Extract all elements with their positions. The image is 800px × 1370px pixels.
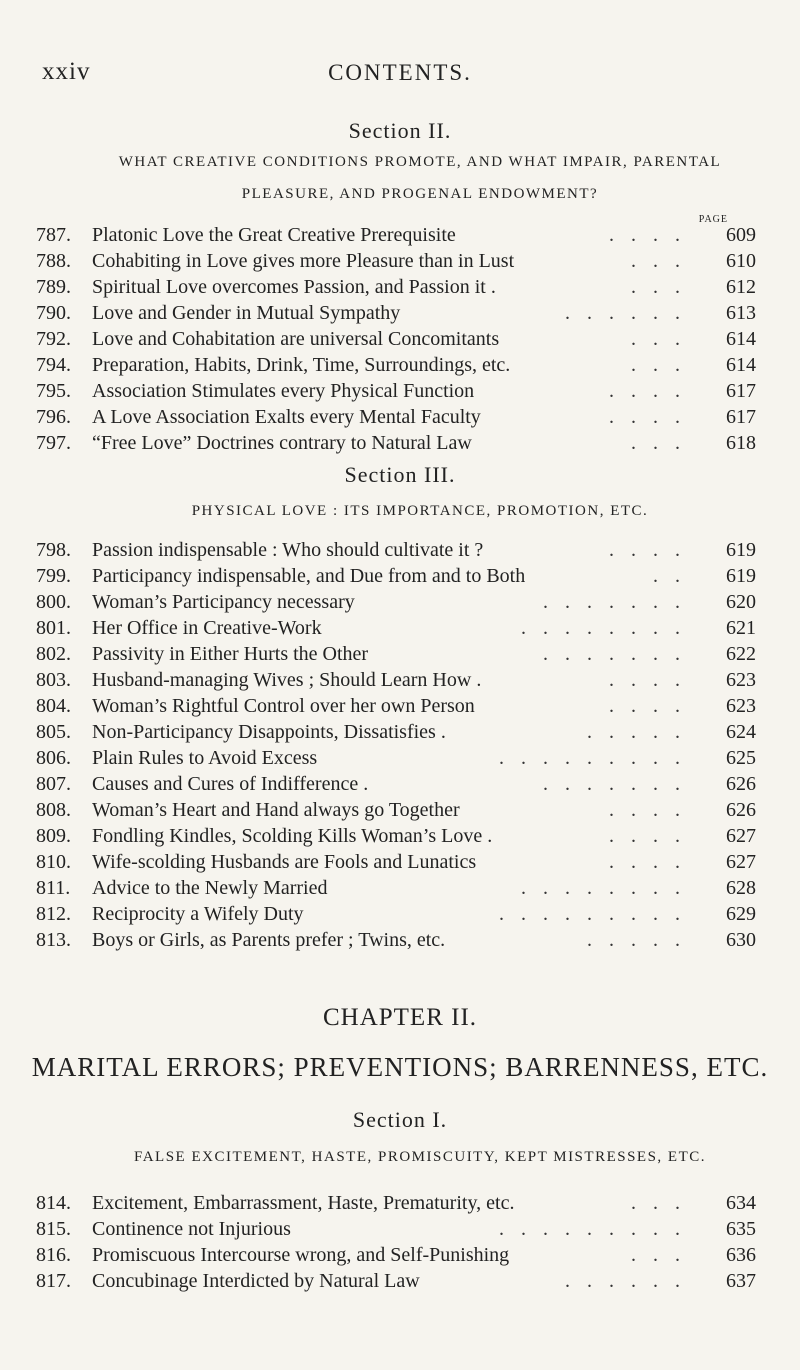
toc-entry xyxy=(36,849,756,875)
toc-entry xyxy=(36,771,756,797)
entry-number: 795. xyxy=(36,380,71,402)
toc-entry xyxy=(36,537,756,563)
entry-number: 803. xyxy=(36,669,71,691)
entry-title: Association Stimulates every Physical Function xyxy=(92,380,475,402)
entry-page: 610 xyxy=(726,250,756,272)
entry-page: 629 xyxy=(726,903,756,925)
entry-title: Husband-managing Wives ; Should Learn How . xyxy=(92,669,482,691)
running-title: CONTENTS. xyxy=(328,60,472,85)
entry-number: 804. xyxy=(36,695,71,717)
section-1-title: Section I. xyxy=(352,1107,448,1132)
entry-title: A Love Association Exalts every Mental Faculty xyxy=(92,406,481,428)
leader-dots: . . . . xyxy=(609,406,686,428)
toc-entry xyxy=(36,430,756,456)
toc-entry xyxy=(36,745,756,771)
entry-number: 806. xyxy=(36,747,71,769)
leader-dots: . . . . . xyxy=(587,721,686,743)
toc-entry xyxy=(36,248,756,274)
entry-number: 796. xyxy=(36,406,71,428)
entry-page: 621 xyxy=(726,617,756,639)
toc-entry xyxy=(36,823,756,849)
entry-title: Love and Gender in Mutual Sympathy xyxy=(92,302,401,324)
section-2-entries xyxy=(36,222,756,456)
entry-title: Woman’s Participancy necessary xyxy=(92,591,355,613)
entry-page: 627 xyxy=(726,825,756,847)
toc-entry xyxy=(36,797,756,823)
leader-dots: . . . xyxy=(631,328,686,350)
entry-title: Wife-scolding Husbands are Fools and Lunatics xyxy=(92,851,477,873)
entry-number: 815. xyxy=(36,1218,71,1240)
entry-number: 810. xyxy=(36,851,71,873)
section-1-entries xyxy=(36,1190,756,1294)
entry-number: 790. xyxy=(36,302,71,324)
toc-entry xyxy=(36,352,756,378)
entry-number: 809. xyxy=(36,825,71,847)
entry-title: Reciprocity a Wifely Duty xyxy=(92,903,304,925)
leader-dots: . . . xyxy=(631,250,686,272)
entry-title: Continence not Injurious xyxy=(92,1218,291,1240)
entry-title: Her Office in Creative-Work xyxy=(92,617,322,639)
entry-title: Concubinage Interdicted by Natural Law xyxy=(92,1270,420,1292)
toc-entry xyxy=(36,404,756,430)
entry-title: Passion indispensable : Who should cultivate it ? xyxy=(92,539,484,561)
toc-entry xyxy=(36,641,756,667)
entry-title: Love and Cohabitation are universal Concomitants xyxy=(92,328,500,350)
toc-entry xyxy=(36,927,756,953)
section-3-title: Section III. xyxy=(344,462,456,487)
entry-page: 623 xyxy=(726,695,756,717)
leader-dots: . . . xyxy=(631,276,686,298)
toc-entry xyxy=(36,1190,756,1216)
entry-page: 624 xyxy=(726,721,756,743)
entry-page: 614 xyxy=(726,354,756,376)
entry-number: 789. xyxy=(36,276,71,298)
entry-number: 799. xyxy=(36,565,71,587)
leader-dots: . . . . . . . xyxy=(543,591,686,613)
chapter-title: MARITAL ERRORS; PREVENTIONS; BARRENNESS, ETC. xyxy=(31,1052,769,1082)
toc-entry xyxy=(36,326,756,352)
entry-page: 628 xyxy=(726,877,756,899)
leader-dots: . . . . . . xyxy=(565,302,686,324)
entry-page: 618 xyxy=(726,432,756,454)
toc-entry xyxy=(36,1268,756,1294)
leader-dots: . . . xyxy=(631,1244,686,1266)
toc-entry xyxy=(36,667,756,693)
leader-dots: . . . . . . . . . xyxy=(499,747,686,769)
toc-entry xyxy=(36,693,756,719)
entry-page: 626 xyxy=(726,799,756,821)
page-column-label: PAGE xyxy=(698,214,728,225)
entry-number: 805. xyxy=(36,721,71,743)
entry-number: 801. xyxy=(36,617,71,639)
entry-page: 617 xyxy=(726,380,756,402)
entry-title: Platonic Love the Great Creative Prerequisite xyxy=(92,224,456,246)
leader-dots: . . . . xyxy=(609,669,686,691)
entry-page: 626 xyxy=(726,773,756,795)
leader-dots: . . . . xyxy=(609,539,686,561)
leader-dots: . . . . . . . . xyxy=(521,617,686,639)
entry-title: Plain Rules to Avoid Excess xyxy=(92,747,318,769)
leader-dots: . . . . . . . xyxy=(543,773,686,795)
entry-number: 788. xyxy=(36,250,71,272)
leader-dots: . . . . . . xyxy=(565,1270,686,1292)
entry-page: 636 xyxy=(726,1244,756,1266)
toc-entry xyxy=(36,563,756,589)
toc-entry xyxy=(36,378,756,404)
leader-dots: . . . . . . . . xyxy=(521,877,686,899)
entry-page: 619 xyxy=(726,565,756,587)
page-header xyxy=(0,58,800,98)
leader-dots: . . . . xyxy=(609,799,686,821)
entry-page: 613 xyxy=(726,302,756,324)
entry-number: 816. xyxy=(36,1244,71,1266)
section-2-title: Section II. xyxy=(348,118,452,143)
section-3-subtitle: PHYSICAL LOVE : ITS IMPORTANCE, PROMOTION, ETC. xyxy=(191,503,649,519)
entry-page: 612 xyxy=(726,276,756,298)
entry-title: “Free Love” Doctrines contrary to Natural Law xyxy=(92,432,472,454)
entry-title: Woman’s Rightful Control over her own Person xyxy=(92,695,475,717)
entry-number: 798. xyxy=(36,539,71,561)
entry-page: 630 xyxy=(726,929,756,951)
entry-page: 609 xyxy=(726,224,756,246)
section-3-entries xyxy=(36,537,756,953)
entry-number: 797. xyxy=(36,432,71,454)
page-number: xxiv xyxy=(42,58,91,85)
leader-dots: . . . . . . . xyxy=(543,643,686,665)
entry-number: 817. xyxy=(36,1270,71,1292)
entry-title: Advice to the Newly Married xyxy=(92,877,328,899)
toc-entry xyxy=(36,589,756,615)
leader-dots: . . . . . xyxy=(587,929,686,951)
toc-entry xyxy=(36,719,756,745)
entry-number: 794. xyxy=(36,354,71,376)
leader-dots: . . . . . . . . . xyxy=(499,903,686,925)
entry-title: Woman’s Heart and Hand always go Together xyxy=(92,799,460,821)
entry-page: 614 xyxy=(726,328,756,350)
toc-entry xyxy=(36,274,756,300)
leader-dots: . . . . xyxy=(609,851,686,873)
leader-dots: . . . . xyxy=(609,695,686,717)
leader-dots: . . . . xyxy=(609,224,686,246)
entry-title: Preparation, Habits, Drink, Time, Surroundings, etc. xyxy=(92,354,511,376)
entry-page: 620 xyxy=(726,591,756,613)
entry-page: 617 xyxy=(726,406,756,428)
leader-dots: . . . . . . . . . xyxy=(499,1218,686,1240)
toc-entry xyxy=(36,1216,756,1242)
entry-number: 811. xyxy=(36,877,71,899)
entry-page: 634 xyxy=(726,1192,756,1214)
toc-entry xyxy=(36,875,756,901)
entry-number: 807. xyxy=(36,773,71,795)
entry-page: 619 xyxy=(726,539,756,561)
leader-dots: . . . xyxy=(631,432,686,454)
leader-dots: . . . . xyxy=(609,825,686,847)
entry-page: 623 xyxy=(726,669,756,691)
entry-number: 813. xyxy=(36,929,71,951)
toc-entry xyxy=(36,300,756,326)
entry-title: Fondling Kindles, Scolding Kills Woman’s Love . xyxy=(92,825,493,847)
entry-number: 814. xyxy=(36,1192,71,1214)
entry-number: 812. xyxy=(36,903,71,925)
toc-entry xyxy=(36,615,756,641)
entry-title: Excitement, Embarrassment, Haste, Prematurity, etc. xyxy=(92,1192,515,1214)
entry-title: Causes and Cures of Indifference . xyxy=(92,773,369,795)
leader-dots: . . xyxy=(653,565,686,587)
entry-title: Passivity in Either Hurts the Other xyxy=(92,643,369,665)
entry-title: Participancy indispensable, and Due from and to Both xyxy=(92,565,526,587)
entry-title: Boys or Girls, as Parents prefer ; Twins, etc. xyxy=(92,929,446,951)
toc-entry xyxy=(36,222,756,248)
entry-page: 635 xyxy=(726,1218,756,1240)
leader-dots: . . . xyxy=(631,1192,686,1214)
entry-page: 622 xyxy=(726,643,756,665)
section-2-subtitle-line2: PLEASURE, AND PROGENAL ENDOWMENT? xyxy=(241,186,599,202)
leader-dots: . . . . xyxy=(609,380,686,402)
entry-title: Non-Participancy Disappoints, Dissatisfies . xyxy=(92,721,446,743)
section-1-subtitle: FALSE EXCITEMENT, HASTE, PROMISCUITY, KEPT MISTRESSES, ETC. xyxy=(133,1149,706,1165)
chapter-heading: CHAPTER II. xyxy=(322,1004,478,1031)
entry-title: Promiscuous Intercourse wrong, and Self-Punishing xyxy=(92,1244,510,1266)
entry-title: Cohabiting in Love gives more Pleasure than in Lust xyxy=(92,250,515,272)
entry-number: 808. xyxy=(36,799,71,821)
entry-title: Spiritual Love overcomes Passion, and Passion it . xyxy=(92,276,496,298)
entry-number: 800. xyxy=(36,591,71,613)
entry-number: 792. xyxy=(36,328,71,350)
toc-entry xyxy=(36,1242,756,1268)
entry-page: 627 xyxy=(726,851,756,873)
entry-number: 802. xyxy=(36,643,71,665)
toc-entry xyxy=(36,901,756,927)
entry-page: 637 xyxy=(726,1270,756,1292)
entry-number: 787. xyxy=(36,224,71,246)
entry-page: 625 xyxy=(726,747,756,769)
section-2-subtitle-line1: WHAT CREATIVE CONDITIONS PROMOTE, AND WHAT IMPAIR, PARENTAL xyxy=(118,154,722,170)
leader-dots: . . . xyxy=(631,354,686,376)
